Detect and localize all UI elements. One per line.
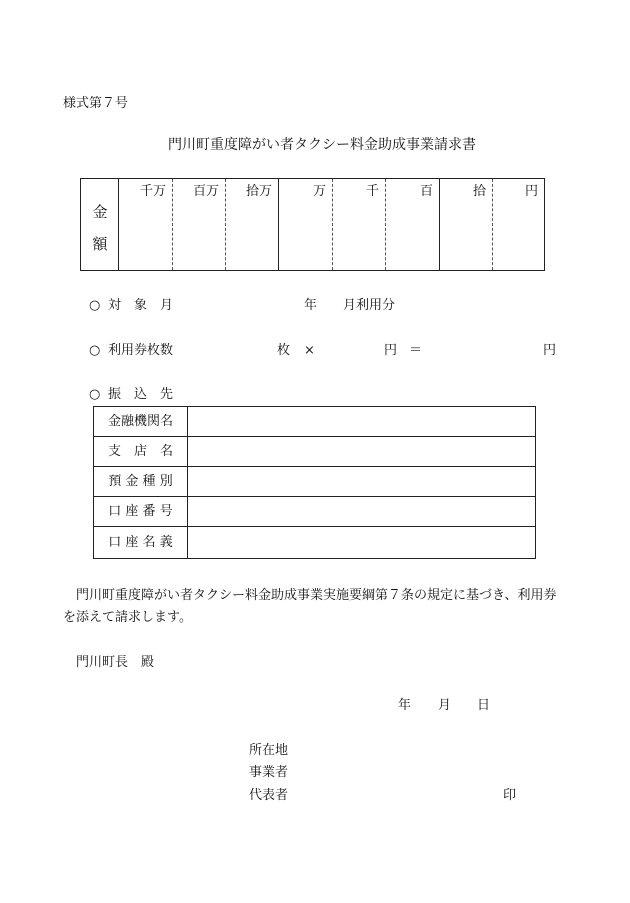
digit-header-label: 円 [524,184,538,199]
amount-digit-cell[interactable] [173,179,226,270]
date-year: 年 [398,698,412,713]
amount-digit-cell[interactable] [226,179,279,270]
times-sign: × [304,343,315,358]
amount-digit-cell[interactable] [279,179,333,270]
bank-name-field[interactable] [188,407,535,436]
amount-digit-cell[interactable] [386,179,440,270]
branch-name-field[interactable] [188,437,535,466]
account-holder-field[interactable] [188,527,535,558]
seal-mark: 印 [503,788,517,803]
date-month: 月 [438,698,452,713]
bullet-icon: ○ [89,387,101,402]
form-number: 様式第７号 [63,96,129,111]
amount-table [80,178,545,271]
statement-line-2: を添えて請求します。 [63,610,192,625]
target-month-year-unit: 年 [304,298,318,313]
table-row [94,497,535,527]
account-number-label: 口 座 番 号 [94,497,188,526]
digit-header-label: 拾 [472,184,486,199]
statement-line-1: 門川町重度障がい者タクシー料金助成事業実施要綱第７条の規定に基づき、利用券 [76,588,557,603]
ticket-yen-unit: 円 [384,343,398,358]
amount-digit-cell[interactable] [440,179,493,270]
digit-header-label: 千 [365,184,379,199]
account-number-field[interactable] [188,497,535,526]
ticket-sheet-unit: 枚 [277,343,291,358]
digit-header-label: 千万 [139,184,166,199]
ticket-count-label: 利用券枚数 [108,343,174,358]
total-yen-unit: 円 [543,343,557,358]
account-holder-label: 口 座 名 義 [94,527,188,558]
digit-header-label: 百万 [192,184,219,199]
page-title: 門川町重度障がい者タクシー料金助成事業請求書 [168,137,476,153]
amount-digit-cell[interactable] [333,179,386,270]
amount-label-char-2: 額 [92,235,108,253]
amount-label-cell [81,179,119,270]
table-row [94,527,535,558]
business-label: 事業者 [249,765,289,780]
transfer-label: 振 込 先 [108,387,174,402]
bullet-icon: ○ [89,298,101,313]
target-month-label: 対 象 月 [108,298,174,313]
amount-label-char-1: 金 [92,203,108,221]
representative-label: 代表者 [249,788,289,803]
addressee: 門川町長 殿 [76,655,155,670]
amount-digit-cell[interactable] [493,179,544,270]
bullet-icon: ○ [89,343,101,358]
digit-header-label: 拾万 [245,184,272,199]
table-row [94,407,535,437]
bank-account-table [93,406,536,559]
bank-name-label: 金融機関名 [94,407,188,436]
equals-sign: ＝ [409,343,423,358]
date-day: 日 [477,698,491,713]
branch-name-label: 支 店 名 [94,437,188,466]
amount-digit-cell[interactable] [119,179,173,270]
digit-header-label: 百 [419,184,433,199]
table-row [94,437,535,467]
table-row [94,467,535,497]
address-label: 所在地 [249,743,289,758]
account-type-field[interactable] [188,467,535,496]
digit-header-label: 万 [312,184,326,199]
account-type-label: 預 金 種 別 [94,467,188,496]
target-month-month-unit: 月利用分 [343,298,396,313]
